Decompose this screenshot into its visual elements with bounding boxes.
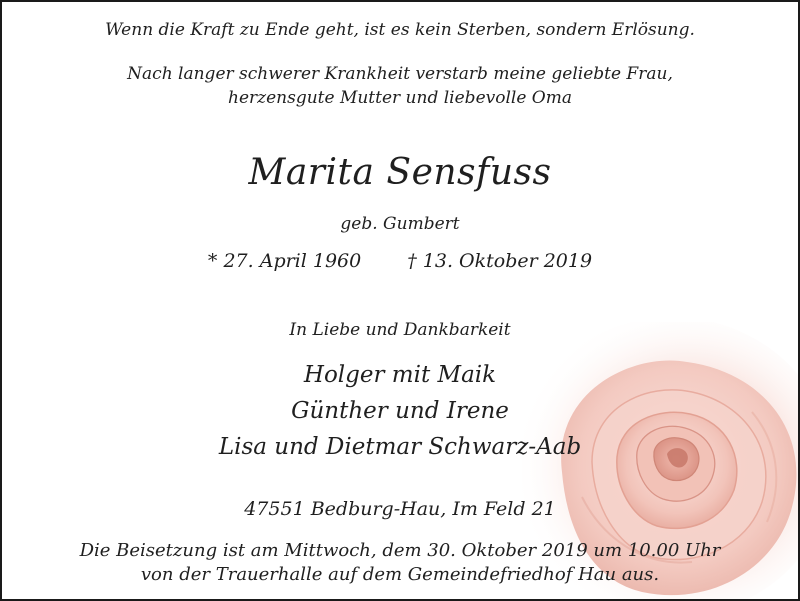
intro-line-1: Nach langer schwerer Krankheit verstarb meine geliebte Frau, xyxy=(127,64,673,84)
funeral-info-line-2: von der Trauerhalle auf dem Gemeindefriedhof Hau aus. xyxy=(140,564,660,585)
life-dates xyxy=(2,250,798,272)
thanks-text: In Liebe und Dankbarkeit xyxy=(289,320,511,340)
funeral-info-line-1: Die Beisetzung ist am Mittwoch, dem 30. Oktober 2019 um 10.00 Uhr xyxy=(79,540,721,561)
maiden-name: geb. Gumbert xyxy=(340,214,460,234)
death-date: † 13. Oktober 2019 xyxy=(407,250,593,272)
deceased-name: Marita Sensfuss xyxy=(248,152,552,193)
family-member: Lisa und Dietmar Schwarz-Aab xyxy=(218,434,582,460)
intro-line-2: herzensgute Mutter und liebevolle Oma xyxy=(228,88,572,108)
address-text: 47551 Bedburg-Hau, Im Feld 21 xyxy=(244,498,556,520)
family-member: Günther und Irene xyxy=(291,398,509,424)
family-member: Holger mit Maik xyxy=(303,362,497,388)
motto-text: Wenn die Kraft zu Ende geht, ist es kein Sterben, sondern Erlösung. xyxy=(105,20,695,40)
birth-date: * 27. April 1960 xyxy=(207,250,362,272)
